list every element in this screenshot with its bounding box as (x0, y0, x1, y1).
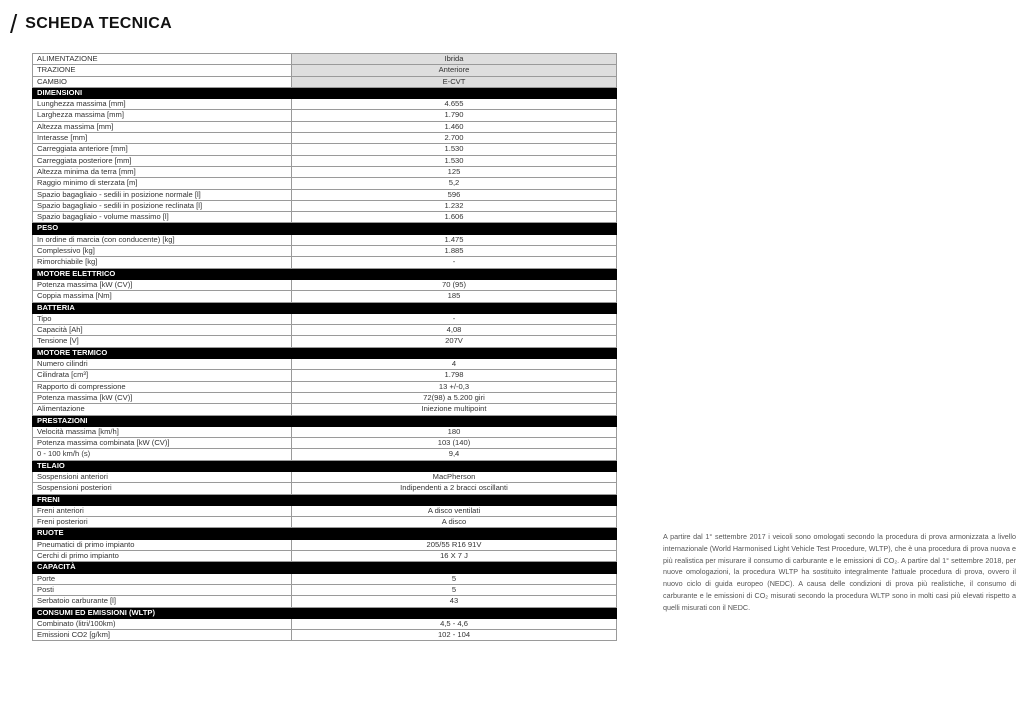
spec-value: 43 (292, 596, 617, 607)
table-row (33, 246, 617, 257)
table-row (33, 505, 617, 516)
spec-label: Cilindrata [cm³] (33, 370, 292, 381)
table-row (33, 65, 617, 76)
section-title: FRENI (33, 494, 617, 505)
spec-value: - (292, 257, 617, 268)
spec-value: 1.530 (292, 155, 617, 166)
table-row (33, 370, 617, 381)
table-row (33, 404, 617, 415)
spec-value: 9,4 (292, 449, 617, 460)
spec-label: Sospensioni anteriori (33, 471, 292, 482)
spec-label: Numero cilindri (33, 359, 292, 370)
table-row (33, 539, 617, 550)
spec-value: Anteriore (292, 65, 617, 76)
spec-value: 2.700 (292, 133, 617, 144)
spec-label: Interasse [mm] (33, 133, 292, 144)
table-row (33, 178, 617, 189)
spec-value: 1.790 (292, 110, 617, 121)
table-row (33, 573, 617, 584)
section-header (33, 562, 617, 573)
spec-value: E-CVT (292, 76, 617, 87)
spec-value: 1.460 (292, 121, 617, 132)
table-row (33, 291, 617, 302)
table-row (33, 257, 617, 268)
table-row (33, 426, 617, 437)
spec-label: Coppia massima [Nm] (33, 291, 292, 302)
table-row (33, 133, 617, 144)
spec-value: 4,5 - 4,6 (292, 618, 617, 629)
table-row (33, 212, 617, 223)
section-header (33, 347, 617, 358)
section-title: MOTORE TERMICO (33, 347, 617, 358)
table-row (33, 155, 617, 166)
spec-value: 180 (292, 426, 617, 437)
spec-label: Capacità [Ah] (33, 325, 292, 336)
spec-value: 1.232 (292, 200, 617, 211)
spec-value: 72(98) a 5.200 giri (292, 392, 617, 403)
section-header (33, 302, 617, 313)
section-title: MOTORE ELETTRICO (33, 268, 617, 279)
spec-label: In ordine di marcia (con conducente) [kg] (33, 234, 292, 245)
spec-label: Tensione [V] (33, 336, 292, 347)
spec-value: 13 +/-0,3 (292, 381, 617, 392)
spec-label: Larghezza massima [mm] (33, 110, 292, 121)
spec-label: Rimorchiabile [kg] (33, 257, 292, 268)
spec-label: Carreggiata posteriore [mm] (33, 155, 292, 166)
spec-label: Alimentazione (33, 404, 292, 415)
section-header (33, 87, 617, 98)
table-row (33, 54, 617, 65)
spec-value: A disco (292, 517, 617, 528)
spec-label: Porte (33, 573, 292, 584)
table-row (33, 336, 617, 347)
section-title: DIMENSIONI (33, 87, 617, 98)
section-header (33, 494, 617, 505)
spec-value: Ibrida (292, 54, 617, 65)
spec-label: ALIMENTAZIONE (33, 54, 292, 65)
spec-value: 5,2 (292, 178, 617, 189)
spec-label: Altezza minima da terra [mm] (33, 166, 292, 177)
spec-label: Sospensioni posteriori (33, 483, 292, 494)
section-header (33, 415, 617, 426)
wltp-note: A partire dal 1° settembre 2017 i veicoli sono omologati secondo la procedura di prova armonizzata a livello internazionale (World Harmonised Light Vehicle Test Procedure, WLTP), che è una procedura di prova nuova e più realistica per misurare il consumo di carburante e le emissioni di CO₂. A partire dal 1° settembre 2018, per nuove omologazioni, la procedura WLTP ha sostituito integralmente l'attuale procedura di prova, ovvero il nuovo ciclo di guida europeo (NEDC). A causa delle condizioni di prova più realistiche, il consumo di carburante e le emissioni di CO₂ misurati secondo la procedura WLTP sono in molti casi più elevati rispetto a quelli misurati con il NEDC. (663, 532, 1016, 612)
section-title: CONSUMI ED EMISSIONI (WLTP) (33, 607, 617, 618)
spec-label: Velocità massima [km/h] (33, 426, 292, 437)
section-header (33, 528, 617, 539)
spec-value: 102 - 104 (292, 630, 617, 641)
spec-value: 5 (292, 573, 617, 584)
section-title: CAPACITÀ (33, 562, 617, 573)
page-title: SCHEDA TECNICA (25, 15, 172, 32)
table-row (33, 630, 617, 641)
spec-value: MacPherson (292, 471, 617, 482)
spec-label: Carreggiata anteriore [mm] (33, 144, 292, 155)
spec-value: 1.885 (292, 246, 617, 257)
table-row (33, 121, 617, 132)
spec-value: 4 (292, 359, 617, 370)
spec-value: 4,08 (292, 325, 617, 336)
title-slash: / (10, 9, 18, 39)
spec-label: Altezza massima [mm] (33, 121, 292, 132)
spec-label: Serbatoio carburante [l] (33, 596, 292, 607)
spec-value: 5 (292, 584, 617, 595)
table-row (33, 313, 617, 324)
spec-table (32, 53, 617, 641)
spec-label: Cerchi di primo impianto (33, 551, 292, 562)
table-row (33, 618, 617, 629)
spec-label: Potenza massima combinata [kW (CV)] (33, 438, 292, 449)
section-header (33, 460, 617, 471)
spec-value: 103 (140) (292, 438, 617, 449)
spec-label: Raggio minimo di sterzata [m] (33, 178, 292, 189)
table-row (33, 584, 617, 595)
spec-value: 16 X 7 J (292, 551, 617, 562)
spec-label: Spazio bagagliaio - volume massimo [l] (33, 212, 292, 223)
table-row (33, 596, 617, 607)
page-header (10, 10, 172, 38)
spec-value: A disco ventilati (292, 505, 617, 516)
table-row (33, 483, 617, 494)
section-title: PRESTAZIONI (33, 415, 617, 426)
spec-label: Rapporto di compressione (33, 381, 292, 392)
table-row (33, 471, 617, 482)
section-title: PESO (33, 223, 617, 234)
section-header (33, 223, 617, 234)
spec-value: 1.530 (292, 144, 617, 155)
spec-label: Freni anteriori (33, 505, 292, 516)
table-row (33, 76, 617, 87)
table-row (33, 234, 617, 245)
spec-label: Spazio bagagliaio - sedili in posizione reclinata [l] (33, 200, 292, 211)
table-row (33, 392, 617, 403)
spec-label: 0 - 100 km/h (s) (33, 449, 292, 460)
spec-value: 125 (292, 166, 617, 177)
spec-value: 185 (292, 291, 617, 302)
spec-label: Spazio bagagliaio - sedili in posizione normale [l] (33, 189, 292, 200)
spec-value: 4.655 (292, 99, 617, 110)
table-row (33, 449, 617, 460)
table-row (33, 359, 617, 370)
table-row (33, 381, 617, 392)
spec-value: - (292, 313, 617, 324)
table-row (33, 279, 617, 290)
table-row (33, 517, 617, 528)
spec-value: Iniezione multipoint (292, 404, 617, 415)
spec-value: 1.606 (292, 212, 617, 223)
section-header (33, 268, 617, 279)
spec-label: Pneumatici di primo impianto (33, 539, 292, 550)
spec-label: Tipo (33, 313, 292, 324)
table-row (33, 551, 617, 562)
table-row (33, 200, 617, 211)
table-row (33, 325, 617, 336)
spec-label: Emissioni CO2 [g/km] (33, 630, 292, 641)
spec-value: 205/55 R16 91V (292, 539, 617, 550)
spec-value: 596 (292, 189, 617, 200)
section-header (33, 607, 617, 618)
section-title: RUOTE (33, 528, 617, 539)
spec-label: Lunghezza massima [mm] (33, 99, 292, 110)
spec-value: 70 (95) (292, 279, 617, 290)
table-row (33, 189, 617, 200)
spec-label: Potenza massima [kW (CV)] (33, 392, 292, 403)
spec-value: 1.475 (292, 234, 617, 245)
spec-label: CAMBIO (33, 76, 292, 87)
table-row (33, 110, 617, 121)
spec-label: Combinato (litri/100km) (33, 618, 292, 629)
table-row (33, 166, 617, 177)
spec-value: Indipendenti a 2 bracci oscillanti (292, 483, 617, 494)
spec-label: TRAZIONE (33, 65, 292, 76)
spec-table-body (33, 54, 617, 641)
spec-label: Freni posteriori (33, 517, 292, 528)
spec-value: 1.798 (292, 370, 617, 381)
spec-label: Posti (33, 584, 292, 595)
table-row (33, 144, 617, 155)
table-row (33, 99, 617, 110)
spec-label: Potenza massima [kW (CV)] (33, 279, 292, 290)
table-row (33, 438, 617, 449)
spec-value: 207V (292, 336, 617, 347)
section-title: TELAIO (33, 460, 617, 471)
section-title: BATTERIA (33, 302, 617, 313)
spec-label: Complessivo [kg] (33, 246, 292, 257)
